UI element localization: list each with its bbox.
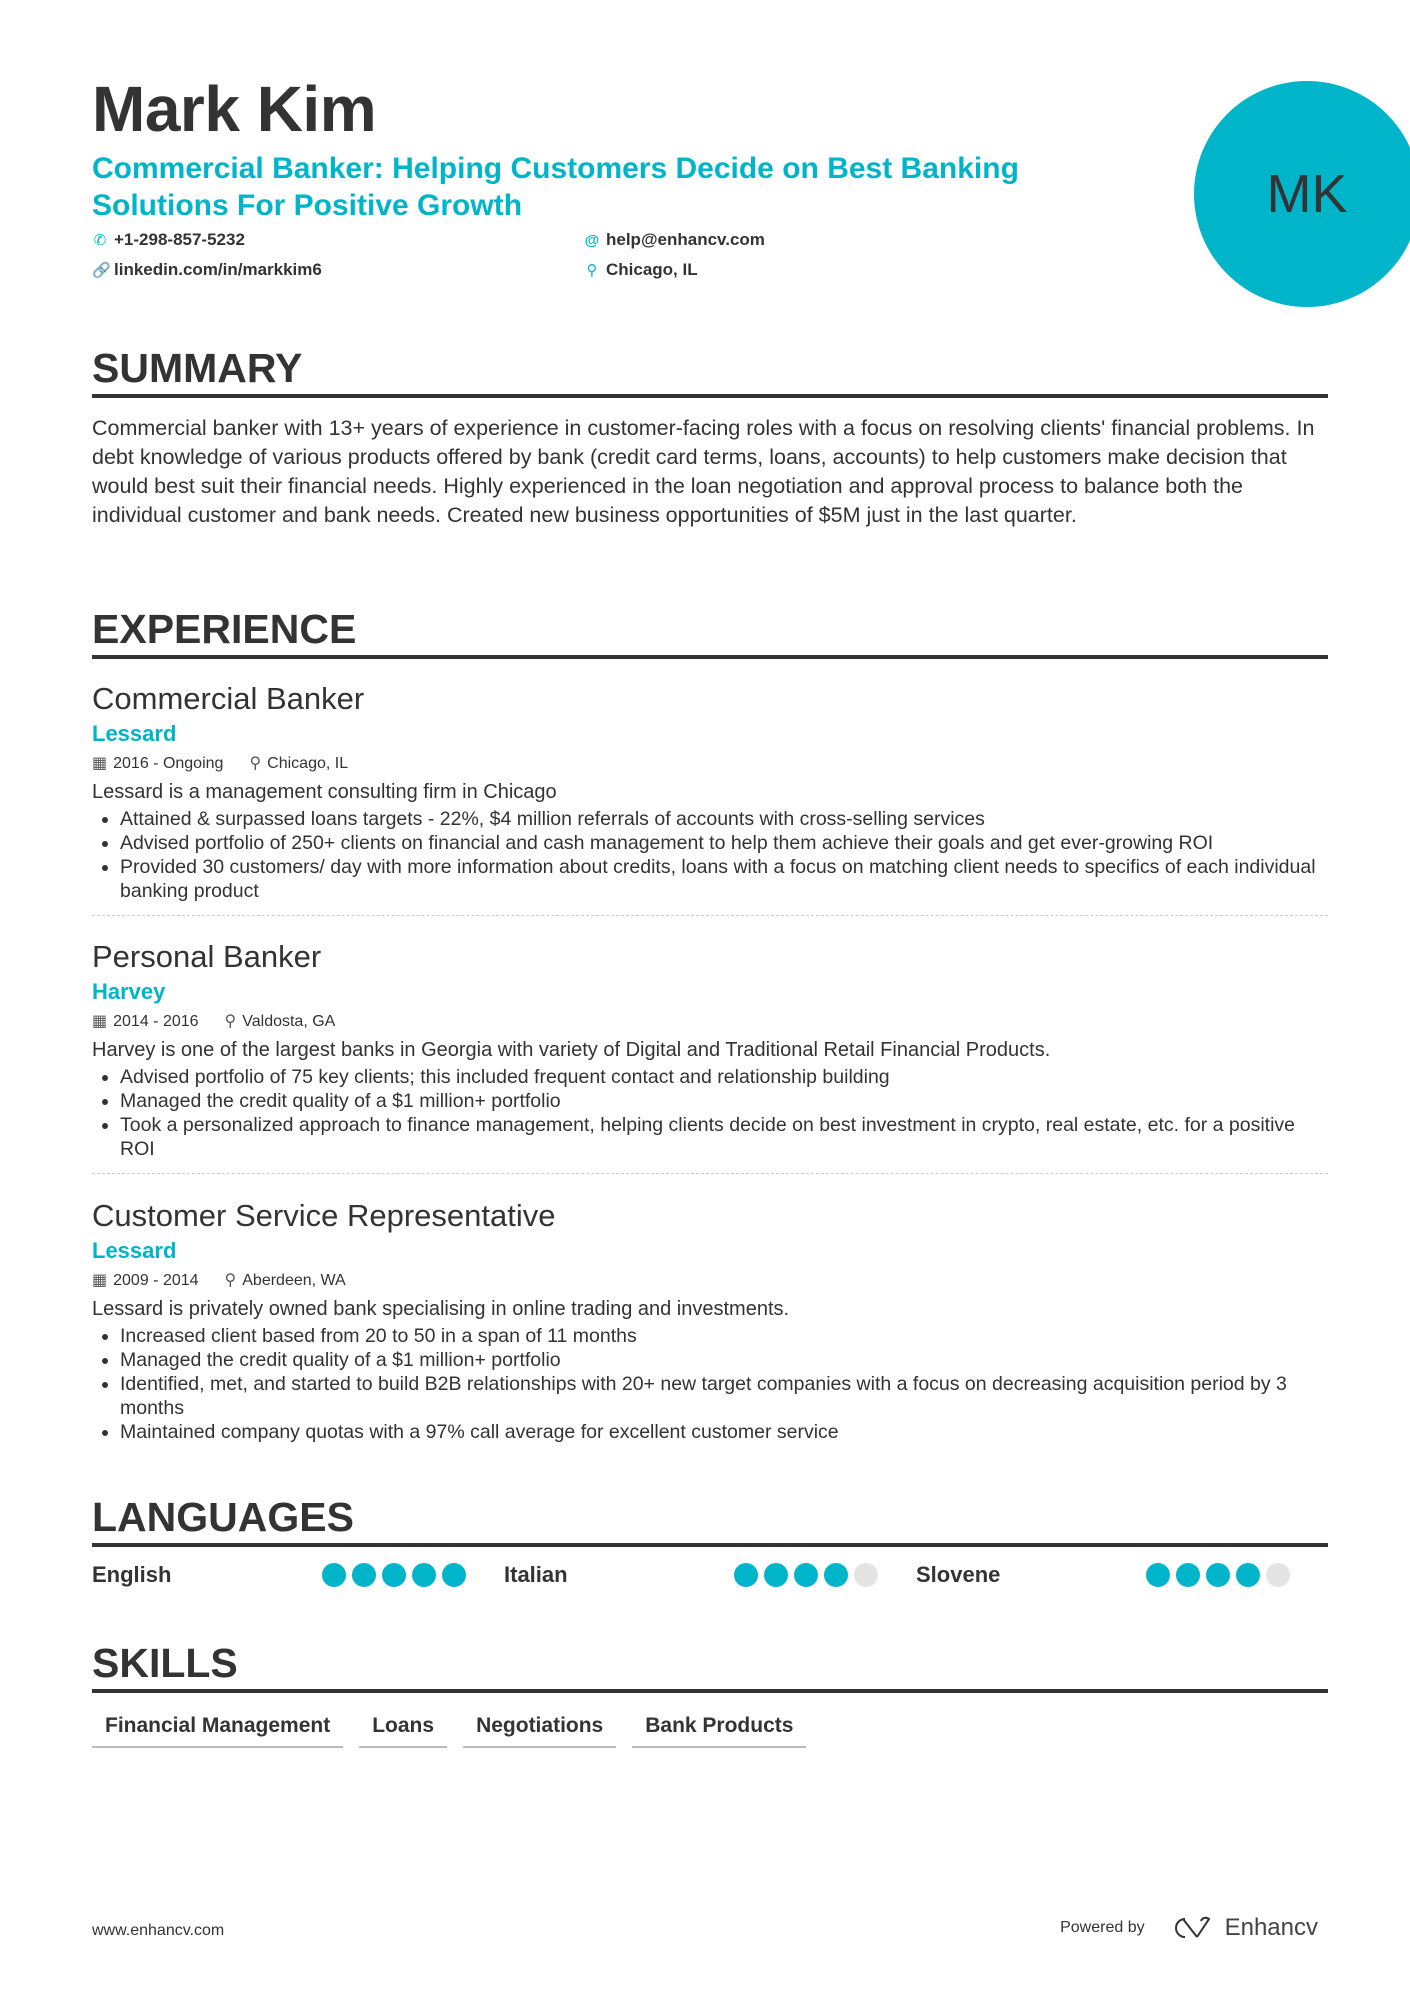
company-description: Harvey is one of the largest banks in Georgia with variety of Digital and Traditional Retail Financial Products. (92, 1039, 1051, 1061)
list-item: • Advised portfolio of 75 key clients; this included frequent contact and relationship building (120, 1065, 1328, 1089)
list-item: • Advised portfolio of 250+ clients on financial and cash management to help them achieve their goals and get ever-growing ROI (120, 831, 1328, 855)
job-dates: 2014 - 2016 (113, 1013, 199, 1030)
rating-dot (734, 1563, 758, 1587)
experience-entry (92, 680, 1328, 916)
company-description: Lessard is a management consulting firm in Chicago (92, 781, 557, 803)
rating-dot (322, 1563, 346, 1587)
language-item (504, 1562, 916, 1588)
rating-dot (1206, 1563, 1230, 1587)
list-item: • Attained & surpassed loans targets - 22%, $4 million referrals of accounts with cross-selling services (120, 807, 1328, 831)
skills-heading: SKILLS (92, 1639, 1328, 1693)
contact-phone (92, 230, 584, 250)
list-item: • Provided 30 customers/ day with more information about credits, loans with a focus on matching client needs to specifics of each individual banking product (120, 855, 1328, 903)
summary-heading: SUMMARY (92, 344, 1328, 398)
rating-dot (1176, 1563, 1200, 1587)
job-title: Commercial Banker (92, 681, 365, 716)
headline: Commercial Banker: Helping Customers Decide on Best Banking Solutions For Positive Growth (92, 152, 1019, 222)
language-name: English (92, 1562, 172, 1587)
skill-tag: Financial Management (92, 1714, 343, 1748)
language-name: Slovene (916, 1562, 1001, 1587)
job-title: Personal Banker (92, 939, 322, 974)
language-rating (1146, 1563, 1290, 1587)
calendar-icon: ▦ (92, 755, 108, 772)
achievement-list (92, 807, 1328, 903)
company-name: Lessard (92, 721, 177, 746)
company-description: Lessard is privately owned bank specialising in online trading and investments. (92, 1298, 790, 1320)
phone-text: +1-298-857-5232 (114, 230, 245, 249)
languages-list (92, 1562, 1328, 1588)
powered-by-text: Powered by (1060, 1919, 1145, 1936)
skill-tag: Bank Products (632, 1714, 806, 1748)
enhancv-logo-icon (1171, 1916, 1215, 1940)
job-location: Aberdeen, WA (242, 1272, 346, 1289)
rating-dot (382, 1563, 406, 1587)
enhancv-logo[interactable] (1171, 1914, 1318, 1942)
email-text[interactable]: help@enhancv.com (606, 230, 765, 249)
job-meta (92, 1267, 1328, 1295)
list-item: • Managed the credit quality of a $1 million+ portfolio (120, 1348, 1328, 1372)
location-text: Chicago, IL (606, 260, 698, 279)
skill-tag: Negotiations (463, 1714, 616, 1748)
contact-location (584, 260, 984, 280)
job-dates: 2009 - 2014 (113, 1272, 199, 1289)
location-icon: ⚲ (249, 755, 262, 772)
job-dates: 2016 - Ongoing (113, 755, 224, 772)
experience-entry (92, 1197, 1328, 1444)
list-item: • Took a personalized approach to finance management, helping clients decide on best investment in crypto, real estate, etc. for a positive ROI (120, 1113, 1328, 1161)
list-item: • Maintained company quotas with a 97% call average for excellent customer service (120, 1420, 1328, 1444)
achievement-list (92, 1324, 1328, 1444)
linkedin-text[interactable]: linkedin.com/in/markkim6 (114, 260, 322, 279)
contact-info (92, 230, 1092, 280)
experience-entry (92, 938, 1328, 1174)
location-icon: ⚲ (224, 1013, 237, 1030)
at-icon: @ (584, 231, 600, 249)
footer-website[interactable]: www.enhancv.com (92, 1922, 225, 1939)
skill-tag: Loans (359, 1714, 447, 1748)
avatar: MK (1194, 81, 1410, 307)
phone-icon: ✆ (93, 232, 107, 249)
entry-divider (92, 915, 1328, 916)
footer-branding (1060, 1914, 1318, 1942)
job-title: Customer Service Representative (92, 1198, 556, 1233)
list-item: • Managed the credit quality of a $1 million+ portfolio (120, 1089, 1328, 1113)
rating-dot (352, 1563, 376, 1587)
rating-dot (854, 1563, 878, 1587)
job-meta (92, 1008, 1328, 1036)
experience-heading: EXPERIENCE (92, 605, 1328, 659)
location-icon: ⚲ (586, 262, 598, 279)
link-icon: 🔗 (92, 262, 111, 279)
contact-linkedin[interactable] (92, 260, 584, 280)
entry-divider (92, 1173, 1328, 1174)
job-location: Valdosta, GA (242, 1013, 336, 1030)
skills-list (92, 1714, 806, 1748)
rating-dot (412, 1563, 436, 1587)
job-meta (92, 750, 1328, 778)
calendar-icon: ▦ (92, 1272, 108, 1289)
rating-dot (442, 1563, 466, 1587)
summary-text: Commercial banker with 13+ years of experience in customer-facing roles with a focus on resolving clients' financial problems. In debt knowledge of various products offered by bank (credit card terms, loans, accounts) to help customers make decision that would best suit their financial needs. Highly experienced in the loan negotiation and approval process to balance both the individual customer and bank needs. Created new business opportunities of $5M just in the last quarter. (92, 416, 1315, 527)
language-name: Italian (504, 1562, 568, 1587)
list-item: • Identified, met, and started to build B2B relationships with 20+ new target companies with a focus on decreasing acquisition period by 3 months (120, 1372, 1328, 1420)
language-item (92, 1562, 504, 1588)
language-item (916, 1562, 1328, 1588)
rating-dot (824, 1563, 848, 1587)
rating-dot (1236, 1563, 1260, 1587)
location-icon: ⚲ (224, 1272, 237, 1289)
language-rating (734, 1563, 878, 1587)
rating-dot (794, 1563, 818, 1587)
job-location: Chicago, IL (267, 755, 349, 772)
list-item: • Increased client based from 20 to 50 in a span of 11 months (120, 1324, 1328, 1348)
languages-heading: LANGUAGES (92, 1493, 1328, 1547)
calendar-icon: ▦ (92, 1013, 108, 1030)
brand-name: Enhancv (1224, 1914, 1318, 1941)
company-name: Lessard (92, 1238, 177, 1263)
language-rating (322, 1563, 466, 1587)
rating-dot (764, 1563, 788, 1587)
rating-dot (1146, 1563, 1170, 1587)
contact-email[interactable] (584, 230, 984, 250)
company-name: Harvey (92, 979, 166, 1004)
candidate-name: Mark Kim (92, 73, 377, 145)
rating-dot (1266, 1563, 1290, 1587)
achievement-list (92, 1065, 1328, 1161)
